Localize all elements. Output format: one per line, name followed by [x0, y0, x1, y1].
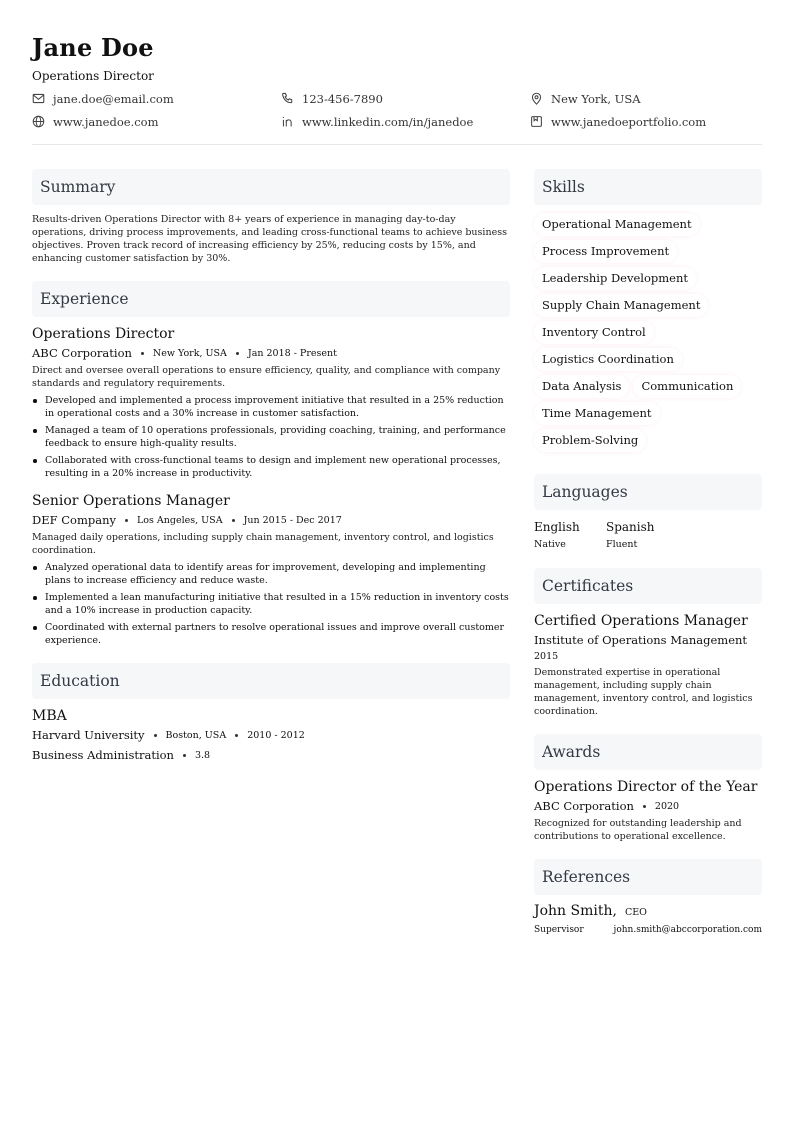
contact-phone[interactable] [281, 91, 530, 106]
certificate-title: Certified Operations Manager [534, 613, 748, 629]
location-text: New York, USA [551, 91, 641, 106]
job-bullets [32, 394, 510, 480]
skill-chip: Logistics Coordination [534, 348, 682, 371]
award-description: Recognized for outstanding leadership and contributions to operational excellence. [534, 818, 742, 842]
skill-chip: Inventory Control [534, 321, 654, 344]
certificate-issuer: Institute of Operations Management [534, 633, 748, 647]
job-title: Senior Operations Manager [32, 493, 230, 509]
language-item [534, 520, 606, 550]
separator-dot [141, 352, 144, 355]
separator-dot [235, 734, 238, 737]
job-dates: Jan 2018 - Present [247, 347, 337, 359]
award-title: Operations Director of the Year [534, 779, 758, 795]
contact-portfolio[interactable] [530, 114, 762, 129]
skill-chip: Supply Chain Management [534, 294, 708, 317]
certificates-heading: Certificates [534, 568, 762, 604]
awards-heading: Awards [534, 734, 762, 770]
contact-website[interactable] [32, 114, 281, 129]
education-meta [32, 728, 510, 742]
school-location: Boston, USA [165, 729, 227, 741]
reference-entry [534, 903, 762, 935]
education-dates: 2010 - 2012 [247, 729, 305, 741]
education-heading: Education [32, 663, 510, 699]
degree: MBA [32, 708, 67, 724]
school: Harvard University [32, 728, 145, 742]
portfolio-text: www.janedoeportfolio.com [551, 114, 707, 129]
gpa: 3.8 [194, 749, 211, 761]
linkedin-text: www.linkedin.com/in/janedoe [302, 114, 474, 129]
award-meta [534, 799, 762, 813]
header-divider [32, 144, 762, 145]
contact-location [530, 91, 762, 106]
certificate-year: 2015 [534, 651, 559, 662]
skill-chip: Communication [633, 375, 741, 398]
separator-dot [154, 734, 157, 737]
phone-text: 123-456-7890 [302, 91, 383, 106]
linkedin-icon [281, 115, 294, 128]
job-company: ABC Corporation [32, 346, 132, 360]
job-bullet: Implemented a lean manufacturing initiative that resulted in a 15% reduction in inventory costs and a 10% increase in production capacity. [32, 591, 510, 617]
resume-page [32, 34, 762, 935]
job-entry [32, 325, 510, 480]
skill-chip: Problem-Solving [534, 429, 646, 452]
website-text: www.janedoe.com [53, 114, 159, 129]
skill-chip: Leadership Development [534, 267, 696, 290]
field-of-study: Business Administration [32, 748, 174, 762]
references-heading: References [534, 859, 762, 895]
reference-email[interactable]: john.smith@abccorporation.com [613, 925, 762, 935]
skill-chip: Operational Management [534, 213, 700, 236]
job-bullet: Developed and implemented a process improvement initiative that resulted in a 25% reduction in operational costs and a 30% increase in customer satisfaction. [32, 394, 510, 420]
language-level: Native [534, 539, 566, 550]
certificate-entry [534, 612, 762, 718]
experience-heading: Experience [32, 281, 510, 317]
summary-text: Results-driven Operations Director with 8+ years of experience in managing day-to-day operations, driving process improvements, and leading cross-functional teams to achieve business objectives. Proven track record of increasing efficiency by 25%, reducing costs by 15%, and enhancing customer satisfaction by 30%. [32, 214, 507, 264]
language-level: Fluent [606, 539, 638, 550]
job-company: DEF Company [32, 513, 116, 527]
certificate-description: Demonstrated expertise in operational management, including supply chain management, inventory control, and logistics coordination. [534, 667, 753, 717]
reference-name-row [534, 903, 762, 919]
award-issuer: ABC Corporation [534, 799, 634, 813]
separator-dot [183, 754, 186, 757]
skill-chip: Data Analysis [534, 375, 629, 398]
skill-chip: Time Management [534, 402, 660, 425]
contact-linkedin[interactable] [281, 114, 530, 129]
skills-list [534, 213, 762, 456]
job-meta [32, 513, 510, 527]
language-name: Spanish [606, 520, 655, 534]
candidate-title: Operations Director [32, 69, 154, 83]
languages-list [534, 520, 762, 550]
award-entry [534, 778, 762, 843]
side-column [534, 169, 762, 935]
candidate-name: Jane Doe [32, 33, 154, 62]
reference-name: John Smith, [534, 903, 617, 919]
contact-email[interactable] [32, 91, 281, 106]
reference-role: CEO [624, 907, 647, 918]
job-meta [32, 346, 510, 360]
separator-dot [236, 352, 239, 355]
separator-dot [643, 805, 646, 808]
email-text: jane.doe@email.com [53, 91, 174, 106]
job-description: Managed daily operations, including supply chain management, inventory control, and logistics coordination. [32, 532, 494, 556]
reference-details [534, 925, 762, 935]
job-bullets [32, 561, 510, 647]
location-pin-icon [530, 92, 543, 105]
job-bullet: Collaborated with cross-functional teams to design and implement new operational processes, resulting in a 20% increase in productivity. [32, 454, 510, 480]
languages-heading: Languages [534, 474, 762, 510]
job-description: Direct and oversee overall operations to ensure efficiency, quality, and compliance with company standards and regulatory requirements. [32, 365, 501, 389]
job-location: Los Angeles, USA [137, 514, 223, 526]
separator-dot [125, 519, 128, 522]
education-entry [32, 707, 510, 762]
job-dates: Jun 2015 - Dec 2017 [243, 514, 342, 526]
mail-icon [32, 92, 45, 105]
skills-heading: Skills [534, 169, 762, 205]
separator-dot [232, 519, 235, 522]
reference-relation: Supervisor [534, 925, 584, 935]
language-item [606, 520, 678, 550]
job-bullet: Coordinated with external partners to resolve operational issues and improve overall customer experience. [32, 621, 510, 647]
job-title: Operations Director [32, 326, 175, 342]
portfolio-icon [530, 115, 543, 128]
phone-icon [281, 92, 294, 105]
education-field-row [32, 748, 510, 762]
globe-icon [32, 115, 45, 128]
award-year: 2020 [654, 800, 680, 812]
main-column [32, 169, 510, 935]
resume-columns [32, 169, 762, 935]
skill-chip: Process Improvement [534, 240, 677, 263]
contact-info [32, 91, 762, 129]
job-entry [32, 492, 510, 647]
language-name: English [534, 520, 580, 534]
summary-heading: Summary [32, 169, 510, 205]
job-bullet: Analyzed operational data to identify areas for improvement, developing and implementing plans to increase efficiency and reduce waste. [32, 561, 510, 587]
job-location: New York, USA [152, 347, 227, 359]
job-bullet: Managed a team of 10 operations professionals, providing coaching, training, and performance feedback to ensure high-quality results. [32, 424, 510, 450]
